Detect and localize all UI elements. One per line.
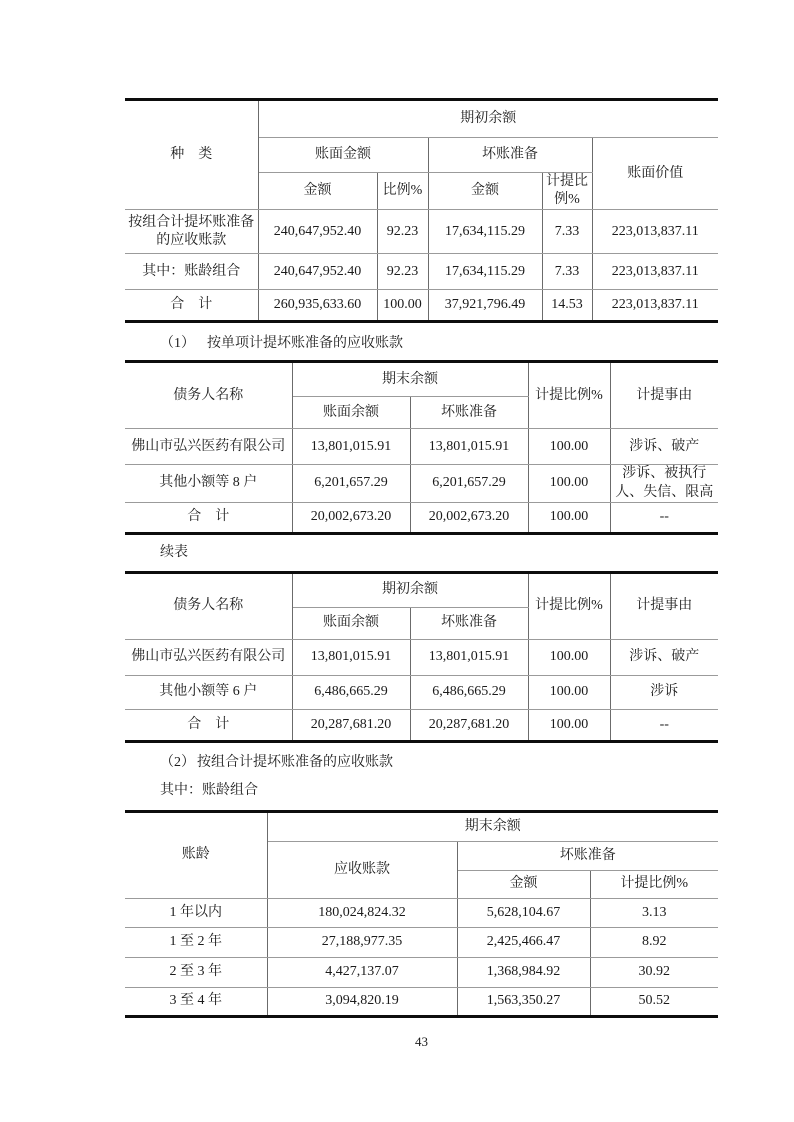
receivables-by-type-table xyxy=(125,98,718,323)
cell-provision-reason: 涉诉、破产 xyxy=(610,429,718,465)
table-row xyxy=(125,957,718,987)
cell-provision-ratio: 7.33 xyxy=(542,210,592,254)
cell-book-balance: 6,486,665.29 xyxy=(292,675,410,709)
cell-bad-debt-amount: 2,425,466.47 xyxy=(457,927,590,957)
table-row xyxy=(125,429,718,465)
cell-category: 按组合计提坏账准备的应收账款 xyxy=(125,210,258,254)
col-header-provision-ratio: 计提比例% xyxy=(528,572,610,639)
individual-provision-ending-table xyxy=(125,360,718,534)
cell-ratio: 100.00 xyxy=(377,290,428,322)
table-row-total xyxy=(125,709,718,741)
cell-aging: 3 至 4 年 xyxy=(125,987,267,1016)
cell-debtor-name: 合 计 xyxy=(125,709,292,741)
cell-provision-reason: -- xyxy=(610,502,718,533)
cell-provision-ratio: 100.00 xyxy=(528,465,610,502)
col-header-ending-balance: 期末余额 xyxy=(267,811,718,841)
col-header-amount: 金额 xyxy=(258,173,377,210)
cell-amount: 260,935,633.60 xyxy=(258,290,377,322)
col-header-debtor-name: 债务人名称 xyxy=(125,362,292,429)
cell-receivable: 180,024,824.32 xyxy=(267,898,457,927)
cell-provision-reason: 涉诉、破产 xyxy=(610,639,718,675)
cell-provision-reason: -- xyxy=(610,709,718,741)
cell-book-value: 223,013,837.11 xyxy=(592,254,718,290)
table-row xyxy=(125,210,718,254)
col-header-bad-debt-provision: 坏账准备 xyxy=(410,607,528,639)
col-header-opening-balance: 期初余额 xyxy=(258,100,718,138)
cell-provision-reason: 涉诉 xyxy=(610,675,718,709)
cell-provision-ratio: 100.00 xyxy=(528,709,610,741)
col-header-provision-reason: 计提事由 xyxy=(610,362,718,429)
cell-category: 合 计 xyxy=(125,290,258,322)
section-2-marker: （2） xyxy=(160,754,195,770)
document-content xyxy=(125,98,718,1050)
col-header-bad-debt-provision: 坏账准备 xyxy=(457,841,718,870)
cell-debtor-name: 其他小额等 6 户 xyxy=(125,675,292,709)
cell-receivable: 3,094,820.19 xyxy=(267,987,457,1016)
cell-bad-debt-amount: 1,368,984.92 xyxy=(457,957,590,987)
cell-bad-debt-amount: 37,921,796.49 xyxy=(428,290,542,322)
cell-debtor-name: 其他小额等 8 户 xyxy=(125,465,292,502)
col-header-ratio: 比例% xyxy=(377,173,428,210)
col-header-book-balance: 账面余额 xyxy=(292,397,410,429)
col-header-book-amount: 账面金额 xyxy=(258,138,428,173)
cell-bad-debt-amount: 17,634,115.29 xyxy=(428,210,542,254)
cell-category: 其中：账龄组合 xyxy=(125,254,258,290)
cell-receivable: 4,427,137.07 xyxy=(267,957,457,987)
col-header-category: 种 类 xyxy=(125,100,258,210)
cell-bad-debt: 20,002,673.20 xyxy=(410,502,528,533)
cell-book-balance: 6,201,657.29 xyxy=(292,465,410,502)
table-row xyxy=(125,927,718,957)
cell-debtor-name: 合 计 xyxy=(125,502,292,533)
section-2-subtitle: 其中：账龄组合 xyxy=(160,782,258,798)
cell-receivable: 27,188,977.35 xyxy=(267,927,457,957)
col-header-amount: 金额 xyxy=(428,173,542,210)
cell-book-balance: 20,287,681.20 xyxy=(292,709,410,741)
section-1-text: 按单项计提坏账准备的应收账款 xyxy=(207,336,403,352)
cell-book-value: 223,013,837.11 xyxy=(592,290,718,322)
col-header-provision-ratio: 计提比例% xyxy=(542,173,592,210)
page-number: 43 xyxy=(415,1033,428,1049)
table-row xyxy=(125,254,718,290)
cell-book-value: 223,013,837.11 xyxy=(592,210,718,254)
cell-ratio: 92.23 xyxy=(377,210,428,254)
cell-debtor-name: 佛山市弘兴医药有限公司 xyxy=(125,639,292,675)
cell-bad-debt-amount: 5,628,104.67 xyxy=(457,898,590,927)
cell-bad-debt: 20,287,681.20 xyxy=(410,709,528,741)
individual-provision-opening-table xyxy=(125,571,718,743)
table-row xyxy=(125,639,718,675)
section-1-title xyxy=(125,336,718,352)
cell-aging: 1 年以内 xyxy=(125,898,267,927)
col-header-receivable: 应收账款 xyxy=(267,841,457,898)
table-row xyxy=(125,465,718,502)
col-header-bad-debt-provision: 坏账准备 xyxy=(428,138,592,173)
cell-provision-ratio: 50.52 xyxy=(590,987,718,1016)
col-header-provision-ratio: 计提比例% xyxy=(528,362,610,429)
cell-bad-debt: 6,201,657.29 xyxy=(410,465,528,502)
col-header-book-balance: 账面余额 xyxy=(292,607,410,639)
continued-table-label: 续表 xyxy=(160,544,188,560)
cell-ratio: 92.23 xyxy=(377,254,428,290)
cell-book-balance: 13,801,015.91 xyxy=(292,639,410,675)
cell-provision-ratio: 100.00 xyxy=(528,502,610,533)
cell-provision-ratio: 8.92 xyxy=(590,927,718,957)
cell-provision-ratio: 30.92 xyxy=(590,957,718,987)
col-header-book-value: 账面价值 xyxy=(592,138,718,210)
section-2-text: 按组合计提坏账准备的应收账款 xyxy=(197,754,393,770)
cell-provision-reason: 涉诉、被执行人、失信、限高 xyxy=(610,465,718,502)
cell-provision-ratio: 100.00 xyxy=(528,675,610,709)
col-header-ending-balance: 期末余额 xyxy=(292,362,528,397)
cell-bad-debt-amount: 17,634,115.29 xyxy=(428,254,542,290)
cell-bad-debt: 6,486,665.29 xyxy=(410,675,528,709)
cell-aging: 1 至 2 年 xyxy=(125,927,267,957)
section-1-marker: （1） xyxy=(160,336,195,352)
cell-bad-debt: 13,801,015.91 xyxy=(410,429,528,465)
col-header-provision-ratio: 计提比例% xyxy=(590,870,718,898)
table-row xyxy=(125,898,718,927)
table-row xyxy=(125,675,718,709)
col-header-amount: 金额 xyxy=(457,870,590,898)
cell-aging: 2 至 3 年 xyxy=(125,957,267,987)
cell-provision-ratio: 100.00 xyxy=(528,639,610,675)
cell-provision-ratio: 100.00 xyxy=(528,429,610,465)
aging-portfolio-table xyxy=(125,810,718,1018)
cell-bad-debt: 13,801,015.91 xyxy=(410,639,528,675)
col-header-debtor-name: 债务人名称 xyxy=(125,572,292,639)
col-header-aging: 账龄 xyxy=(125,811,267,898)
cell-amount: 240,647,952.40 xyxy=(258,254,377,290)
col-header-bad-debt-provision: 坏账准备 xyxy=(410,397,528,429)
cell-debtor-name: 佛山市弘兴医药有限公司 xyxy=(125,429,292,465)
table-row-total xyxy=(125,290,718,322)
cell-provision-ratio: 14.53 xyxy=(542,290,592,322)
section-2-title xyxy=(125,755,718,771)
cell-amount: 240,647,952.40 xyxy=(258,210,377,254)
col-header-opening-balance: 期初余额 xyxy=(292,572,528,607)
col-header-provision-reason: 计提事由 xyxy=(610,572,718,639)
cell-provision-ratio: 7.33 xyxy=(542,254,592,290)
table-row-total xyxy=(125,502,718,533)
cell-provision-ratio: 3.13 xyxy=(590,898,718,927)
cell-book-balance: 20,002,673.20 xyxy=(292,502,410,533)
cell-book-balance: 13,801,015.91 xyxy=(292,429,410,465)
cell-bad-debt-amount: 1,563,350.27 xyxy=(457,987,590,1016)
table-row xyxy=(125,987,718,1016)
